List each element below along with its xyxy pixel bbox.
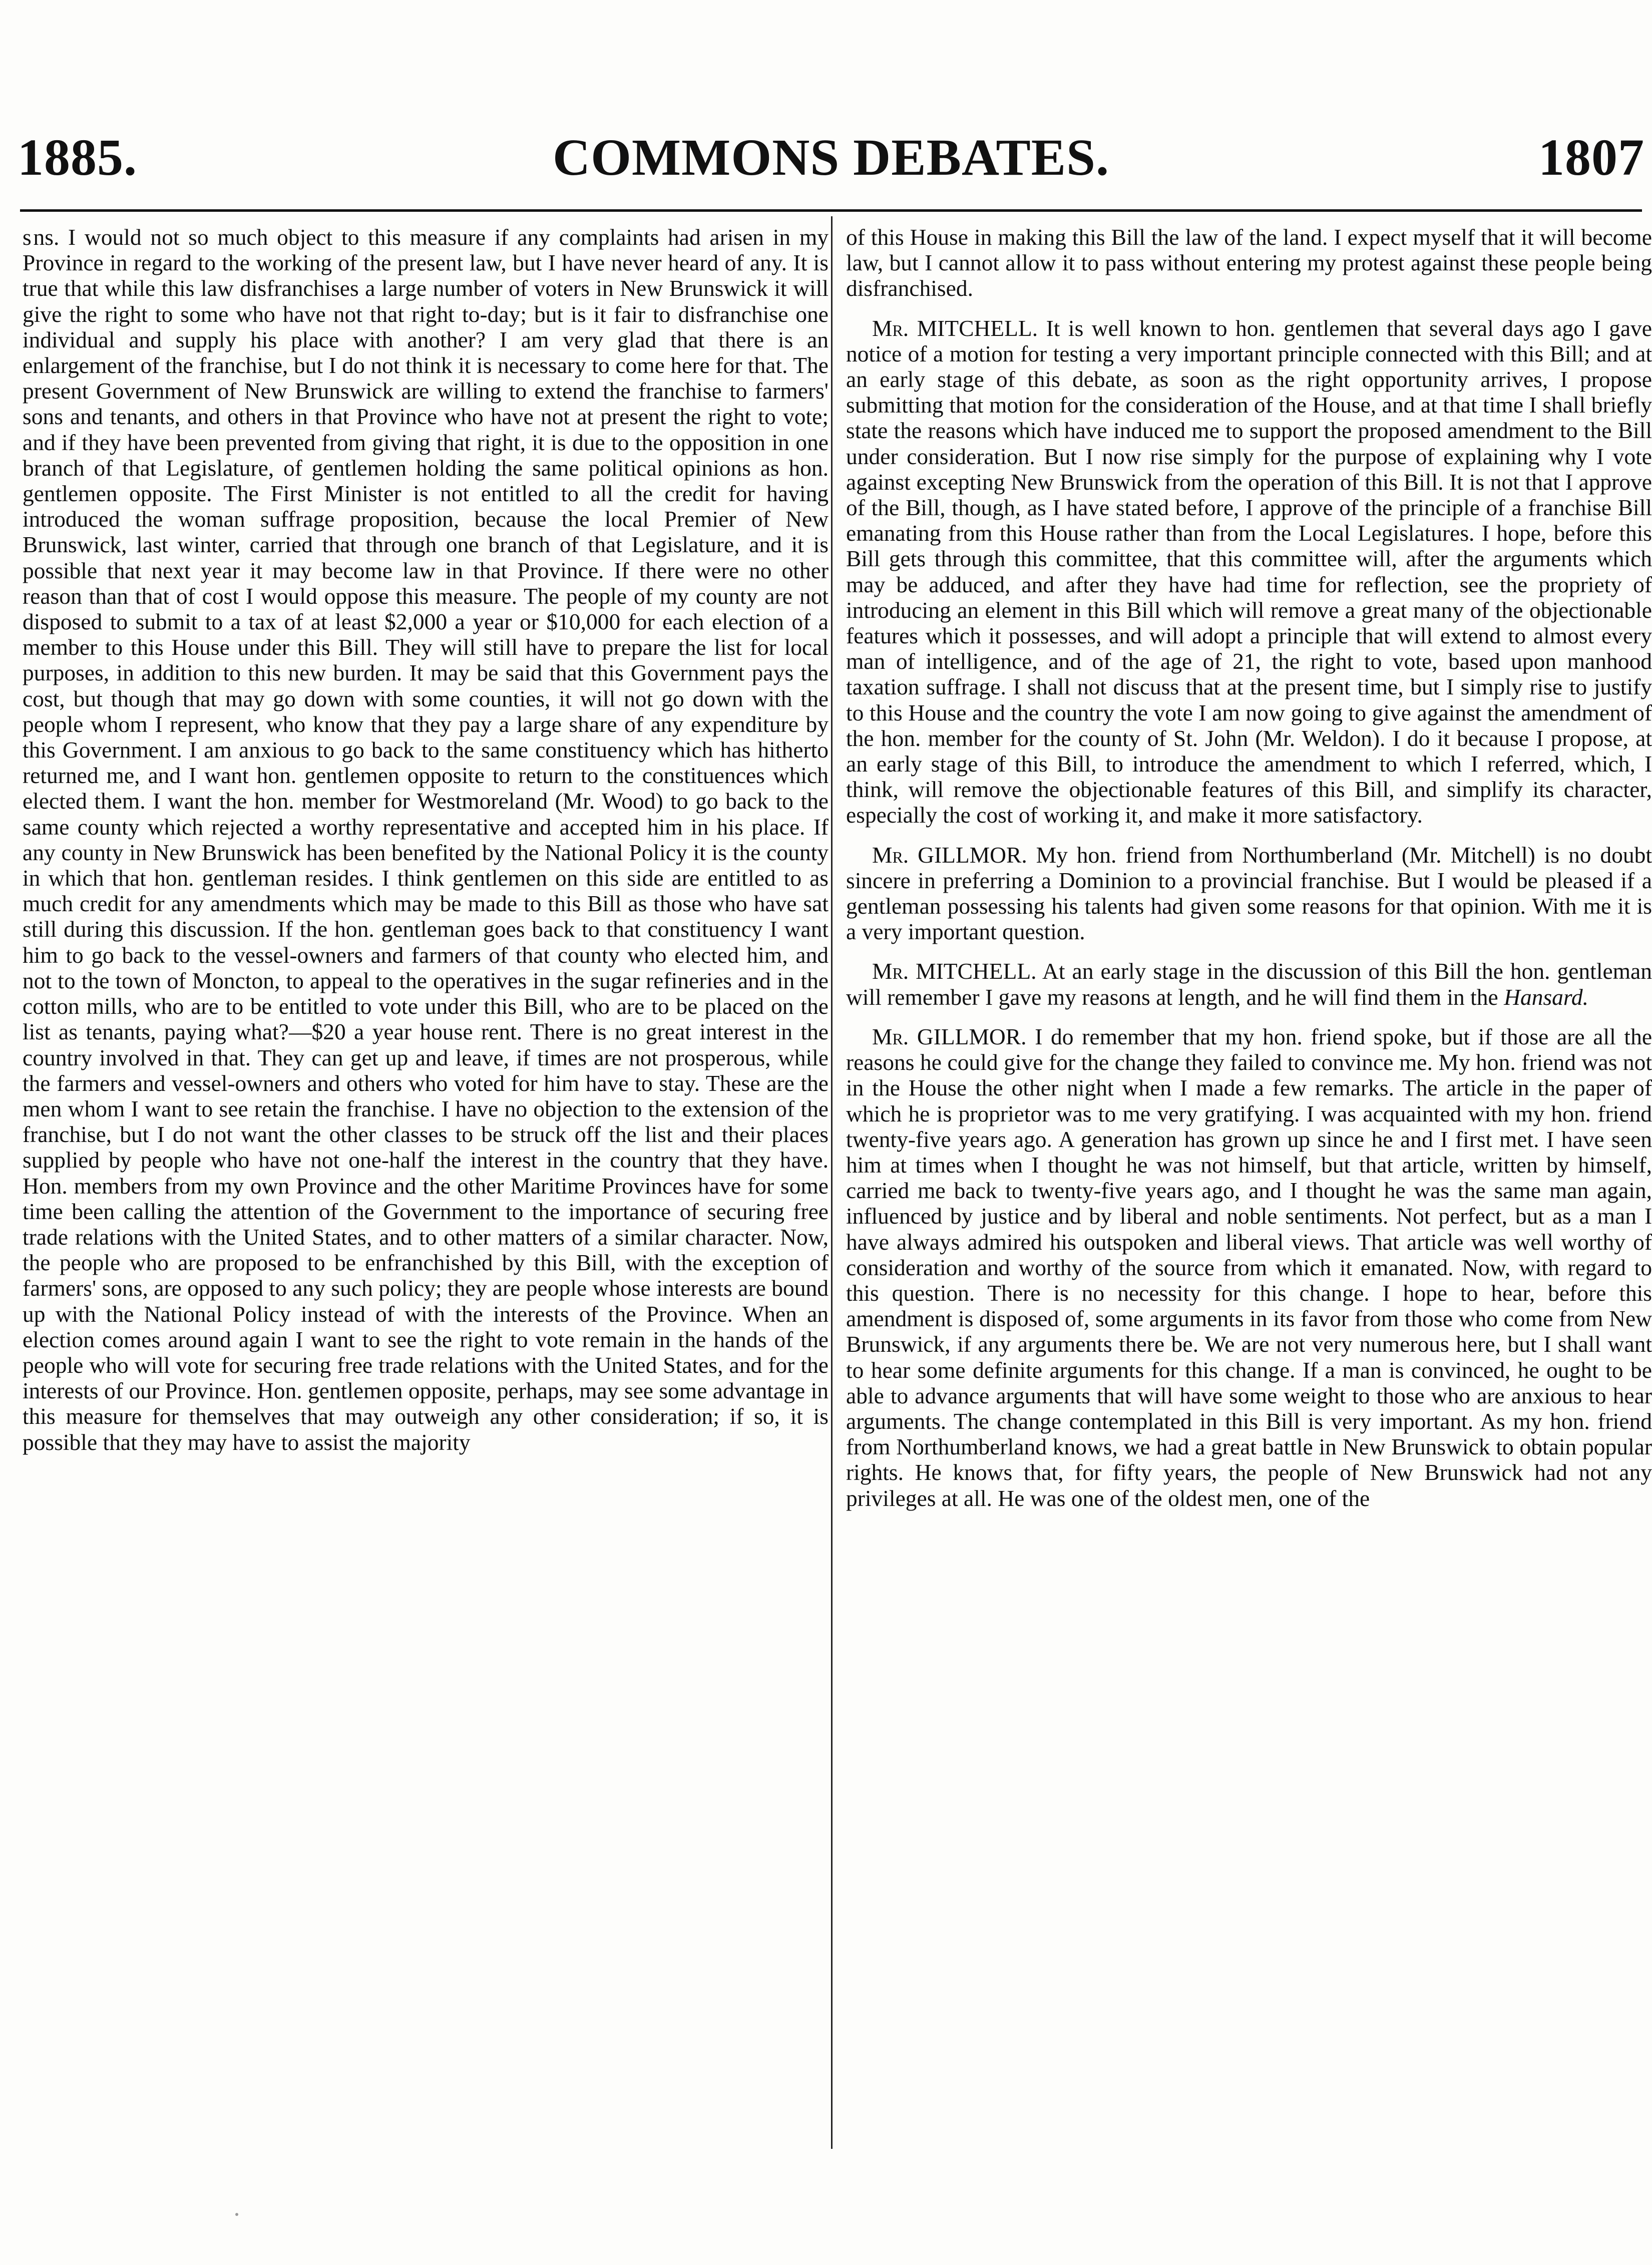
header-page-number: 1807 — [1538, 129, 1644, 186]
speech-text: I do remember that my hon. friend spoke, but if those are all the reasons he could give for the change they failed to convince me. My hon. friend was not in the House the other night when I made a few remarks. The article in the paper of which he is proprietor was to me very gratifying. I was acquainted with my hon. friend twenty-five years ago. A generation has grown up since he and I first met. I have seen him at times when I thought he was not himself, but that article, written by himself, carried me back to twenty-five years ago, and I thought he was the same man again, influenced by justice and by liberal and noble sentiments. Not perfect, but as a man I have always admired his outspoken and liberal views. That article was well worthy of consideration and worthy of the source from which it emanated. Now, with regard to this question. There is no necessity for this change. I hope to hear, before this amendment is disposed of, some arguments in its favor from those who come from New Brunswick, if any arguments there be. We are not very numerous here, but I shall want to hear some definite arguments for this change. If a man is convinced, he ought to be able to advance arguments that will have some weight to those who are anxious to hear arguments. The change contemplated in this Bill is very important. As my hon. friend from Northumberland knows, we had a great battle in New Brunswick to obtain popular rights. He knows that, for fifty years, the people of New Brunswick had not any privileges at all. He was one of the oldest men, one of the — [846, 1023, 1652, 1511]
speech-text: At an early stage in the discussion of this Bill the hon. gentleman will remember I gave my reasons at length, and he will find them in the — [846, 958, 1652, 1010]
speaker-name: Mr. MITCHELL. — [872, 315, 1038, 341]
right-paragraph-5 — [846, 1024, 1652, 1511]
hansard-reference: Hansard. — [1504, 984, 1589, 1010]
speaker-name: Mr. GILLMOR. — [872, 842, 1027, 868]
speaker-name: Mr. GILLMOR. — [872, 1023, 1027, 1049]
right-paragraph-2 — [846, 315, 1652, 828]
speech-text: My hon. friend from Northumberland (Mr. Mitchell) is no doubt sincere in preferring a Dominion to a provincial franchise. But I would be pleased if a gentleman possessing his talents had given some reasons for that opinion. With me it is a very important question. — [846, 842, 1652, 945]
header-year: 1885. — [18, 129, 137, 186]
header-rule — [20, 209, 1642, 212]
speaker-name: Mr. MITCHELL. — [872, 958, 1037, 984]
speech-text: It is well known to hon. gentlemen that several days ago I gave notice of a motion for testing a very important principle connected with this Bill; and at an early stage of this debate, as soon as the right opportunity arrives, I propose submitting that motion for the consideration of the House, and at that time I shall briefly state the reasons which have induced me to support the proposed amendment to the Bill under consideration. But I now rise simply for the purpose of explaining why I vote against excepting New Brunswick from the operation of this Bill. It is not that I approve of the Bill, though, as I have stated before, I approve of the principle of a franchise Bill emanating from this House rather than from the Local Legislatures. I hope, before this Bill gets through this committee, that this committee will, after the arguments which may be adduced, and after they have had time for reflection, see the propriety of introducing an element in this Bill which will remove a great many of the objectionable features which it possesses, and will adopt a principle that will extend to almost every man of intelligence, and of the age of 21, the right to vote, based upon manhood taxation suffrage. I shall not discuss that at the present time, but I simply rise to justify to this House and the country the vote I am now going to give against the amendment of the hon. member for the county of St. John (Mr. Weldon). I do it because I propose, at an early stage of this Bill, to introduce the amendment to which I referred, which, I think, will remove the objectionable features of this Bill, and simplify its character, especially the cost of working it, and make it more satisfactory. — [846, 315, 1652, 828]
right-paragraph-3 — [846, 842, 1652, 945]
column-divider — [831, 216, 833, 2149]
page-header — [18, 128, 1644, 188]
right-column — [846, 224, 1652, 1511]
header-title: COMMONS DEBATES. — [553, 129, 1109, 186]
left-column — [23, 224, 829, 1455]
right-paragraph-1: of this House in making this Bill the law of the land. I expect myself that it will become law, but I cannot allow it to pass without entering my protest against these people being disfranchised. — [846, 224, 1652, 301]
left-paragraph-1: s ns. I would not so much object to this measure if any complaints had arisen in my Province in regard to the working of the present law, but I have never heard of any. It is true that while this law disfranchises a large number of voters in New Brunswick it will give the right to some who have not that right to-day; but is it fair to disfranchise one individual and supply his place with another? I am very glad that there is an enlargement of the franchise, but I do not think it is necessary to come here for that. The present Government of New Brunswick are willing to extend the franchise to farmers' sons and tenants, and others in that Province who have not at present the right to vote; and if they have been prevented from giving that right, it is due to the opposition in one branch of that Legislature, of gentlemen holding the same political opinions as hon. gentlemen opposite. The First Minister is not entitled to all the credit for having introduced the woman suffrage proposition, because the local Premier of New Brunswick, last winter, carried that through one branch of that Legislature, and it is possible that next year it may become law in that Province. If there were no other reason than that of cost I would oppose this measure. The people of my county are not disposed to submit to a tax of at least $2,000 a year or $10,000 for each election of a member to this House under this Bill. They will still have to prepare the list for local purposes, in addition to this new burden. It may be said that this Government pays the cost, but though that may go down with some counties, it will not go down with the people whom I represent, who know that they pay a large share of any expenditure by this Government. I am anxious to go back to the same constituency which has hitherto returned me, and I want hon. gentlemen opposite to return to the constituences which elected them. I want the hon. member for Westmoreland (Mr. Wood) to go back to the same county which rejected a worthy representative and accepted him in his place. If any county in New Brunswick has been benefited by the National Policy it is the county in which that hon. gentleman resides. I think gentlemen on this side are entitled to as much credit for any amendments which may be made to this Bill as those who have sat still during this discussion. If the hon. gentleman goes back to that constituency I want him to go back to the vessel-owners and farmers of that county who elected him, and not to the town of Moncton, to appeal to the operatives in the sugar refineries and in the cotton mills, who are to be entitled to vote under this Bill, who are to be placed on the list as tenants, paying what?—$20 a year house rent. There is no great interest in the country involved in that. They can get up and leave, if times are not prosperous, while the farmers and vessel-owners and others who voted for him have to stay. These are the men whom I want to see retain the franchise. I have no objection to the extension of the franchise, but I do not want the other classes to be struck off the list and their places supplied by people who have not one-half the interest in the country that they have. Hon. members from my own Province and the other Maritime Provinces have for some time been calling the attention of the Government to the importance of securing free trade relations with the United States, and to other matters of a similar character. Now, the people who are proposed to be enfranchished by this Bill, with the exception of farmers' sons, are opposed to any such policy; they are people whose interests are bound up with the National Policy instead of with the interests of the Province. When an election comes around again I want to see the right to vote remain in the hands of the people who will vote for securing free trade relations with the United States, and for the interests of our Province. Hon. gentlemen opposite, perhaps, may see some advantage in this measure for themselves that may outweigh any other consideration; if so, it is possible that they may have to assist the majority — [23, 224, 829, 1455]
print-speck — [235, 2213, 238, 2216]
right-paragraph-4 — [846, 958, 1652, 1009]
